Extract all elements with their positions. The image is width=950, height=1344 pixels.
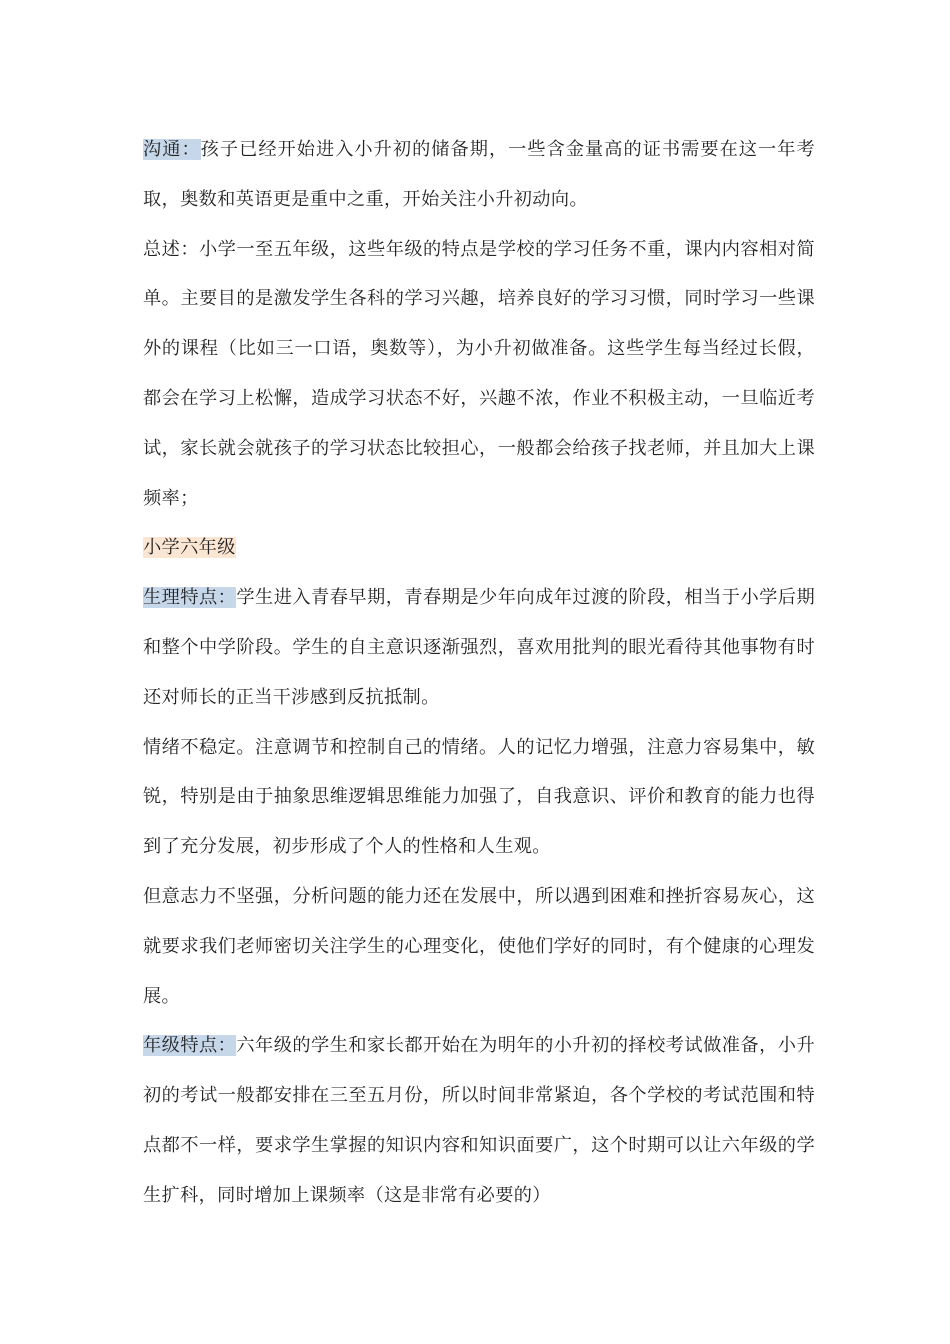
label-communication: 沟通： xyxy=(143,139,201,160)
text-physiology: 学生进入青春早期，青春期是少年向成年过渡的阶段，相当于小学后期和整个中学阶段。学生的自主意识逐渐强烈，喜欢用批判的眼光看待其他事物有时还对师长的正当干涉感到反抗抵制。 xyxy=(143,587,815,708)
section-heading xyxy=(143,523,815,573)
text-summary: 总述：小学一至五年级，这些年级的特点是学校的学习任务不重，课内内容相对简单。主要目的是激发学生各科的学习兴趣，培养良好的学习习惯，同时学习一些课外的课程（比如三一口语，奥数等），为小升初做准备。这些学生每当经过长假，都会在学习上松懈，造成学习状态不好，兴趣不浓，作业不积极主动，一旦临近考试，家长就会就孩子的学习状态比较担心，一般都会给孩子找老师，并且加大上课频率； xyxy=(143,238,815,509)
label-physiology: 生理特点： xyxy=(143,587,237,609)
paragraph-summary xyxy=(143,225,815,524)
label-grade-features: 年级特点： xyxy=(143,1035,237,1057)
text-communication: 孩子已经开始进入小升初的储备期，一些含金量高的证书需要在这一年考取，奥数和英语更是重中之重，开始关注小升初动向。 xyxy=(143,139,815,210)
paragraph-physiology xyxy=(143,573,815,722)
paragraph-willpower xyxy=(143,872,815,1021)
paragraph-emotion xyxy=(143,723,815,872)
text-grade-features: 六年级的学生和家长都开始在为明年的小升初的择校考试做准备，小升初的考试一般都安排在三至五月份，所以时间非常紧迫，各个学校的考试范围和特点都不一样，要求学生掌握的知识内容和知识面要广，这个时期可以让六年级的学生扩科，同时增加上课频率（这是非常有必要的） xyxy=(143,1035,815,1206)
heading-grade-six: 小学六年级 xyxy=(143,537,236,559)
paragraph-communication xyxy=(143,125,815,225)
document-page xyxy=(143,125,815,1221)
text-willpower: 但意志力不坚强，分析问题的能力还在发展中，所以遇到困难和挫折容易灰心，这就要求我们老师密切关注学生的心理变化，使他们学好的同时，有个健康的心理发展。 xyxy=(143,885,815,1007)
text-emotion: 情绪不稳定。注意调节和控制自己的情绪。人的记忆力增强，注意力容易集中，敏锐，特别是由于抽象思维逻辑思维能力加强了，自我意识、评价和教育的能力也得到了充分发展，初步形成了个人的性格和人生观。 xyxy=(143,736,815,858)
paragraph-grade-features xyxy=(143,1021,815,1220)
